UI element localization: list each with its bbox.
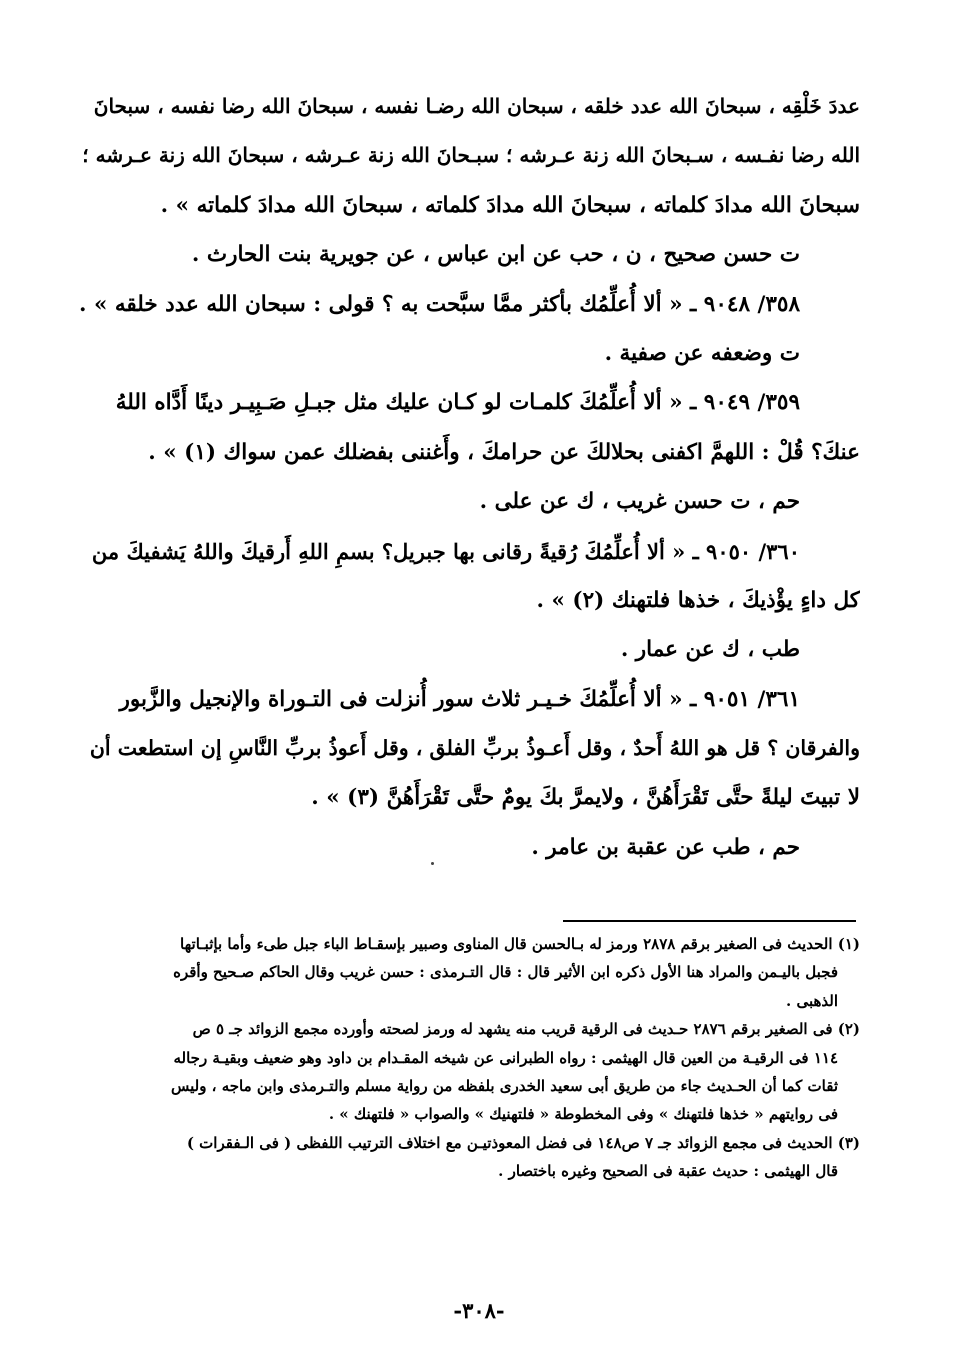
source-line: طب ، ك عن عمار . bbox=[620, 637, 800, 663]
text-line: الله رضا نفـسه ، سـبحانَ الله زنة عـرشه ؛ سبـحانَ الله زنة عـرشه ، سبحانَ الله زنة عـرشه ؛ bbox=[82, 143, 860, 168]
source-line: حم ، ت حسن غريب ، ك عن على . bbox=[479, 489, 800, 515]
main-text bbox=[78, 82, 860, 872]
footnote-line: فجبل باليـمن والمراد هنا الأول ذكره ابن الأثير قال : قال التـرمذى : حسن غريب وقال الحاكم صـحيح وأقره bbox=[173, 963, 838, 982]
source-line: ت وضعفه عن صفية . bbox=[604, 340, 800, 366]
text-line: لا تبيتَ ليلةً حتَّى تَقْرَأَهُنَّ ، ولايمرَّ بكَ يومٌ حتَّى تَقْرَأَهُنَّ (٣) » . bbox=[311, 785, 860, 811]
source-line: ت حسن صحيح ، ن ، حب عن ابن عباس ، عن جويرية بنت الحارث . bbox=[191, 242, 800, 268]
footnote-line: فى روايتهم « خذها فلتهنك » وفى المخطوطة « فلتهنيك » والصواب « فلتهنك » . bbox=[328, 1105, 838, 1124]
footnote-line: قال الهيثمى : حديث عقبة فى الصحيح وغيره باختصار . bbox=[498, 1162, 838, 1181]
hadith-line: ٣٥٩/ ٩٠٤٩ ـ « ألا أُعلِّمُكَ كلمـات لو كـان عليك مثل جبـلِ صَـبِيـر دينًا أَدَّاه اللهُ bbox=[115, 390, 800, 416]
footnote-line: (١) الحديث فى الصغير برقم ٢٨٧٨ ورمز له بـالحسن قال المناوى وصبير بإسقـاط الباء جبل طىء وأما بإثبـاتها bbox=[180, 935, 860, 953]
hadith-line: ٣٦١/ ٩٠٥١ ـ « ألا أُعلِّمُكَ خـيـر ثلاث سور أُنزلت فى التـوراة والإنجيل والزَّبور bbox=[119, 686, 800, 712]
text-line: عددَ خَلْقِه ، سبحانَ الله عدد خلقه ، سبحان الله رضـا نفسه ، سبحانَ الله رضا نفسه ، سبحانَ bbox=[93, 94, 860, 118]
footnote-line: الذهبى . bbox=[786, 991, 838, 1010]
text-line: عنكَ؟ قُلْ : اللهمَّ اكفنى بحلالكَ عن حرامكَ ، وأَغننى بفضلك عمن سواك (١) » . bbox=[148, 439, 860, 465]
footnote-divider bbox=[563, 920, 856, 922]
footnote-line: (٣) الحديث فى مجمع الزوائد جـ ٧ ص١٤٨ فى فضل المعوذتيـن مع اختلاف الترتيب اللفظى ( فى الـفقرات ) bbox=[186, 1133, 860, 1152]
text-line: سبحانَ الله مدادَ كلماته ، سبحانَ الله مدادَ كلماته ، سبحانَ الله مدادَ كلماته » . bbox=[160, 192, 860, 218]
source-line: حم ، طب عن عقبة بن عامر . bbox=[531, 834, 800, 860]
hadith-line: ٣٦٠/ ٩٠٥٠ ـ « ألا أُعلِّمُكَ رُقيةً رقانى بها جبريل؟ بسمِ اللهِ أَرقيكَ واللهُ يَشفيكَ من bbox=[91, 538, 800, 564]
scan-speck bbox=[431, 862, 434, 865]
text-line: والفرقان ؟ قل هو اللهُ أَحدٌ ، وقل أَعـوذُ بربِّ الفلق ، وقل أَعوذُ بربِّ النَّاسِ إن استطعت أن bbox=[89, 736, 860, 761]
footnote-line: ١١٤ فى الرقيـة من العين قال الهيثمى : رواه الطبرانى عن شيخه المقـدام بن داود وهو ضعيف وبقيـة رجاله bbox=[173, 1048, 838, 1067]
footnote-line: (٢) فى الصغير برقم ٢٨٧٦ حـديث فى الرقية قريب منه يشهد له ورمز لصحته وأورده مجمع الزوائد جـ ٥ ص bbox=[192, 1020, 860, 1039]
text-line: كل داءٍ يؤْذيكَ ، خذها فلتهنك (٢) » . bbox=[536, 587, 860, 613]
footnotes bbox=[78, 930, 860, 1186]
hadith-line: ٣٥٨/ ٩٠٤٨ ـ « ألا أُعلِّمُك بأكثر ممَّا سبَّحت به ؟ قولى : سبحان الله عدد خلقه » . bbox=[78, 291, 800, 317]
footnote-line: ثقات كما أن الحـديث جاء من طريق أبى سعيد الخدرى بلفظه من رواية مسلم والتـرمذى وابن ماجه ، وليس bbox=[170, 1076, 838, 1095]
page-number: -٣٠٨- bbox=[453, 1298, 505, 1323]
